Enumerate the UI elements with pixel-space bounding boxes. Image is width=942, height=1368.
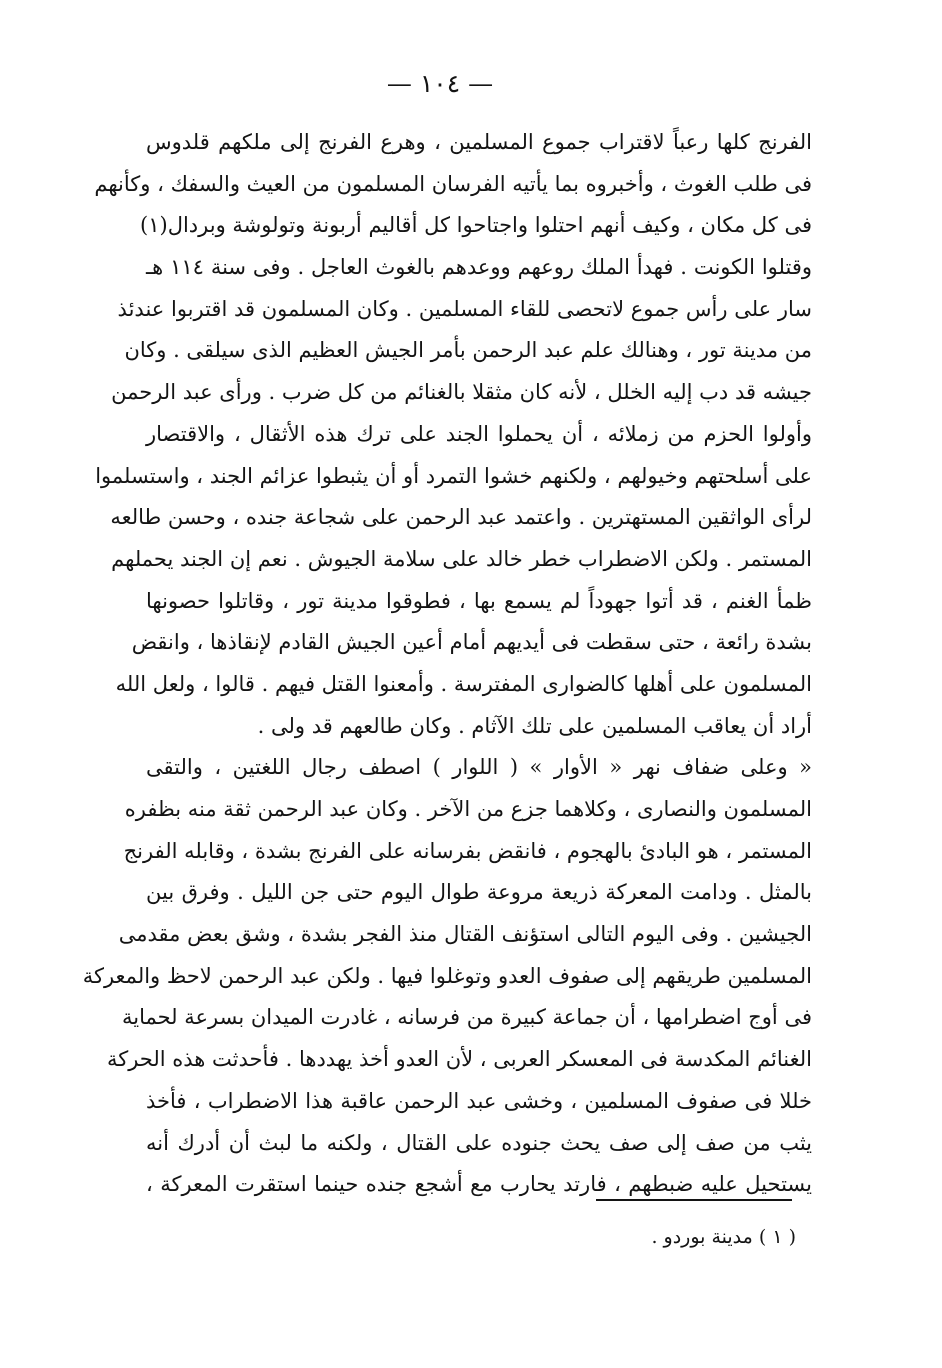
text-line: لرأى الواثقين المستهترين . واعتمد عبد الرحمن على شجاعة جنده ، وحسن طالعه [110, 505, 812, 530]
text-line: المستمر ، هو البادئ بالهجوم ، فانقض بفرسانه على الفرنج بشدة ، وقابله الفرنج [123, 838, 812, 863]
text-line: وأولوا الحزم من زملائه ، أن يحملوا الجند على ترك هذه الأثقال ، والاقتصار [146, 421, 812, 446]
text-line: فى أوج اضطرامها ، أن جماعة كبيرة من فرسانه ، غادرت الميدان بسرعة لحماية [121, 1005, 812, 1030]
text-line: الجيشين . وفى اليوم التالى استؤنف القتال منذ الفجر بشدة ، وشق بعض مقدمى [118, 922, 812, 947]
text-line: يستحيل عليه ضبطهم ، فارتد يحارب مع أشجع جنده حينما استقرت المعركة ، [146, 1172, 812, 1197]
text-line: المسلمون على أهلها كالضوارى المفترسة . وأمعنوا القتل فيهم . قالوا ، ولعل الله [115, 671, 812, 696]
text-line: بالمثل . ودامت المعركة ذريعة مروعة طوال اليوم حتى جن الليل . وفرق بين [146, 880, 812, 905]
text-line: الفرنج كلها رعباً لاقتراب جموع المسلمين ، وهرع الفرنج إلى ملكهم قلدوس [146, 130, 812, 154]
text-line: المسلمون والنصارى ، وكلاهما جزع من الآخر . وكان عبد الرحمن ثقة منه بظفره [124, 797, 812, 821]
text-line: بشدة رائعة ، حتى سقطت فى أيديهم أمام أعين الجيش القادم لإنقاذها ، وانقض [131, 630, 812, 655]
text-line-paragraph-end: أراد أن يعاقب المسلمين على تلك الآثام . وكان طالعهم قد ولى . [257, 713, 812, 738]
text-line: « وعلى ضفاف نهر « الأوار » ( اللوار ) اصطف رجال اللغتين ، والتقى [146, 755, 812, 780]
footnote-divider [596, 1199, 792, 1201]
text-line: من مدينة تور ، وهنالك علم عبد الرحمن بأمر الجيش العظيم الذى سيلقى . وكان [124, 338, 812, 363]
page-number: — ١٠٤ — [386, 69, 494, 98]
text-line: ظمأ الغنم ، قد أتوا جهوداً لم يسمع بها ، فطوقوا مدينة تور ، وقاتلوا حصونها [146, 588, 812, 613]
text-line: فى كل مكان ، وكيف أنهم احتلوا واجتاحوا كل أقاليم أربونة وتولوشة وبردال(١) [140, 213, 812, 238]
text-line: وقتلوا الكونت . فهدأ الملك روعهم ووعدهم بالغوث العاجل . وفى سنة ١١٤ هـ [146, 255, 812, 280]
text-line: يثب من صف إلى صف يحث جنوده على القتال ، ولكنه ما لبث أن أدرك أنه [146, 1130, 812, 1155]
text-line: المستمر . ولكن الاضطراب خطر خالد على سلامة الجيوش . نعم إن الجند يحملهم [111, 546, 812, 571]
text-line: على أسلحتهم وخيولهم ، ولكنهم خشوا التمرد أو أن يثبطوا عزائم الجند ، واستسلموا [95, 463, 812, 488]
footnote: ( ١ ) مدينة بوردو . [651, 1226, 796, 1248]
text-line: المسلمين طريقهم إلى صفوف العدو وتوغلوا فيها . ولكن عبد الرحمن لاحظ والمعركة [82, 963, 812, 988]
text-line: الغنائم المكدسة فى المعسكر العربى ، لأن العدو أخذ يهددها . فأحدثت هذه الحركة [106, 1047, 812, 1072]
body-text [82, 122, 812, 1206]
text-line: خللا فى صفوف المسلمين ، وخشى عبد الرحمن عاقبة هذا الاضطراب ، فأخذ [146, 1088, 812, 1113]
text-line: سار على رأس جموع لاتحصى للقاء المسلمين . وكان المسلمون قد اقتربوا عندئذ [117, 296, 812, 321]
text-line: فى طلب الغوث ، وأخبروه بما يأتيه الفرسان المسلمون من العيث والسفك ، وكأنهم [94, 171, 812, 196]
text-line: جيشه قد دب إليه الخلل ، لأنه كان مثقلا بالغنائم من كل ضرب . ورأى عبد الرحمن [111, 380, 812, 405]
